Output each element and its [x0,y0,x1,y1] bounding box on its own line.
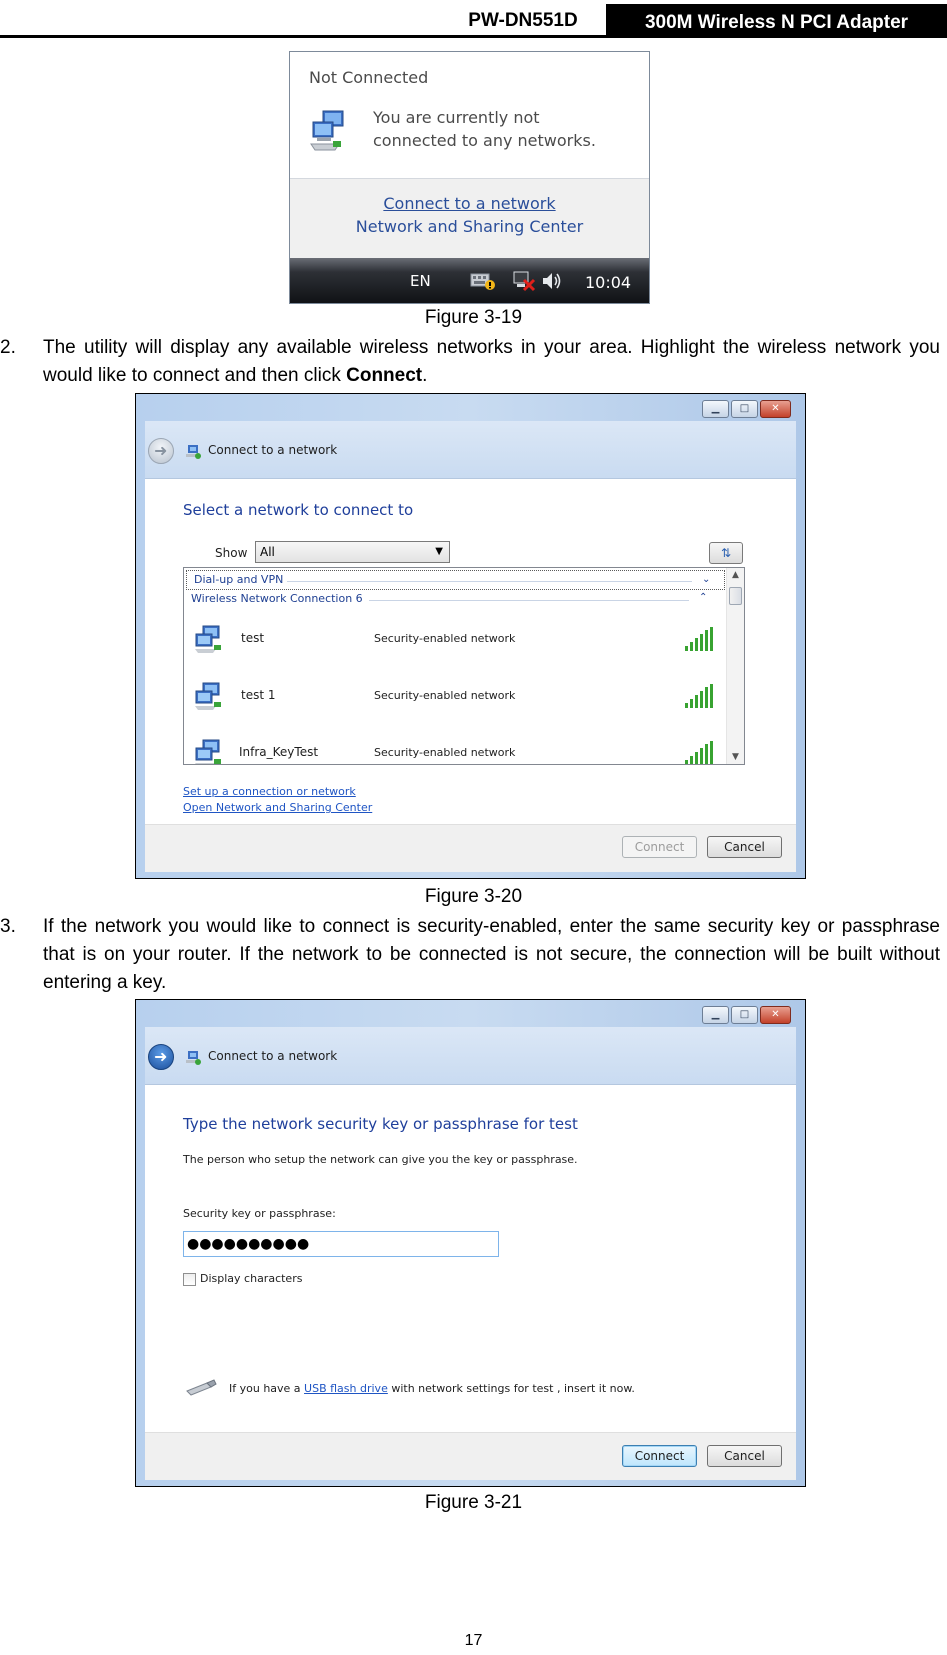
network-disconnected-icon[interactable] [512,270,536,296]
connect-dialog-select [135,393,806,879]
refresh-icon: ⇅ [720,546,732,560]
connect-to-network-link[interactable]: Connect to a network [383,194,556,213]
scroll-up-icon[interactable]: ▲ [732,570,739,580]
chevron-down-icon: ▼ [435,546,443,557]
network-security: Security-enabled network [374,689,516,702]
connect-dialog-key [135,999,806,1487]
dialog-footer [145,824,796,872]
dialog-content [145,421,796,872]
taskbar-language[interactable]: EN [410,272,431,290]
group-dialup[interactable] [186,570,725,590]
show-value: All [260,545,275,559]
network-security: Security-enabled network [374,632,516,645]
connect-button[interactable]: Connect [622,836,697,858]
group-divider [287,581,692,582]
signal-strength-icon [684,683,716,713]
network-sharing-center-link[interactable]: Network and Sharing Center [355,217,584,236]
dialog-footer [145,1432,796,1480]
popup-status-title: Not Connected [309,68,429,87]
keyboard-icon[interactable] [470,270,496,296]
dialog-title: Connect to a network [208,1049,338,1063]
scroll-down-icon[interactable]: ▼ [732,752,739,762]
network-name: test [241,631,265,645]
volume-icon[interactable] [541,270,563,296]
scroll-thumb[interactable] [729,587,742,605]
security-key-input[interactable]: ●●●●●●●●●● [183,1231,499,1257]
chevron-up-icon[interactable]: ⌃ [699,592,708,603]
page-number: 17 [464,1632,483,1649]
display-characters-label[interactable]: Display characters [200,1272,303,1285]
show-label: Show [215,546,248,560]
dialog-heading: Select a network to connect to [183,501,414,519]
dialog-subtext: The person who setup the network can give you the key or passphrase. [183,1153,578,1166]
dialog-title: Connect to a network [208,443,338,457]
step-2-end: . [422,365,428,386]
usb-text-before: If you have a [229,1382,305,1395]
step-3-paragraph [0,913,940,997]
back-arrow-icon: ➜ [154,441,168,460]
setup-connection-link[interactable]: Set up a connection or network [183,785,356,798]
maximize-button[interactable]: □ [731,1006,758,1024]
minimize-button[interactable]: ▁ [702,400,729,418]
network-security: Security-enabled network [374,746,516,759]
dialog-navbar [145,1027,796,1085]
step-2-text: The utility will display any available wireless networks in your area. Highlight the wireless network you would like to connect and then click [43,337,940,386]
cancel-button[interactable]: Cancel [707,836,782,858]
close-button[interactable]: ✕ [760,400,791,418]
group-dialup-label: Dial-up and VPN [194,573,284,586]
group-divider [369,600,689,601]
group-wireless-label: Wireless Network Connection 6 [191,592,363,605]
display-characters-checkbox[interactable] [183,1273,196,1286]
figure-20-caption: Figure 3-20 [424,886,523,907]
security-key-label: Security key or passphrase: [183,1207,336,1220]
dialog-navbar [145,421,796,479]
usb-text-after: with network settings for test , insert it now. [387,1382,635,1395]
back-button[interactable] [148,438,174,464]
network-wizard-icon [184,1050,202,1070]
wireless-network-icon [194,681,230,715]
cancel-button[interactable]: Cancel [707,1445,782,1467]
header-product-title: 300M Wireless N PCI Adapter [606,4,947,37]
close-button[interactable]: ✕ [760,1006,791,1024]
usb-instructions [229,1382,635,1395]
network-wizard-icon [184,444,202,464]
popup-message-line2: connected to any networks. [373,131,596,150]
step-3-text: If the network you would like to connect is security-enabled, enter the same security key or passphrase that is on your router. If the network to be connected is not secure, the connection will be built without entering a key. [43,916,940,993]
figure-19-caption: Figure 3-19 [424,307,523,328]
back-button[interactable] [148,1044,174,1070]
refresh-button[interactable] [709,542,743,564]
usb-drive-icon [183,1379,217,1401]
list-scrollbar[interactable] [726,568,744,764]
header-rule [0,35,947,38]
header-model: PW-DN551D [468,10,578,31]
open-sharing-center-link[interactable]: Open Network and Sharing Center [183,801,373,814]
network-list[interactable] [183,567,745,765]
signal-strength-icon [684,626,716,656]
minimize-button[interactable]: ▁ [702,1006,729,1024]
popup-links-area [290,179,649,258]
wireless-network-icon [194,624,230,658]
signal-strength-icon [684,740,716,765]
maximize-button[interactable]: □ [731,400,758,418]
dialog-content [145,1027,796,1480]
popup-message-line1: You are currently not [373,108,540,127]
figure-21-caption: Figure 3-21 [424,1492,523,1513]
taskbar-clock[interactable]: 10:04 [585,273,632,292]
step-2-bold: Connect [346,365,423,386]
chevron-down-icon[interactable]: ⌄ [702,574,711,585]
network-computers-icon [309,108,357,160]
show-dropdown[interactable] [255,541,450,563]
taskbar [290,258,649,304]
connect-button[interactable]: Connect [622,1445,697,1467]
popup-status-area [290,52,649,178]
wireless-network-icon [194,738,230,765]
back-arrow-icon: ➜ [154,1047,168,1066]
network-name: Infra_KeyTest [239,745,319,759]
dialog-heading: Type the network security key or passphrase for test [183,1115,578,1133]
network-name: test 1 [241,688,276,702]
usb-flash-drive-link[interactable]: USB flash drive [304,1382,388,1395]
step-3-number: 3. [0,916,16,937]
network-status-popup [289,51,650,304]
step-2-paragraph [0,334,940,390]
step-2-number: 2. [0,337,16,358]
